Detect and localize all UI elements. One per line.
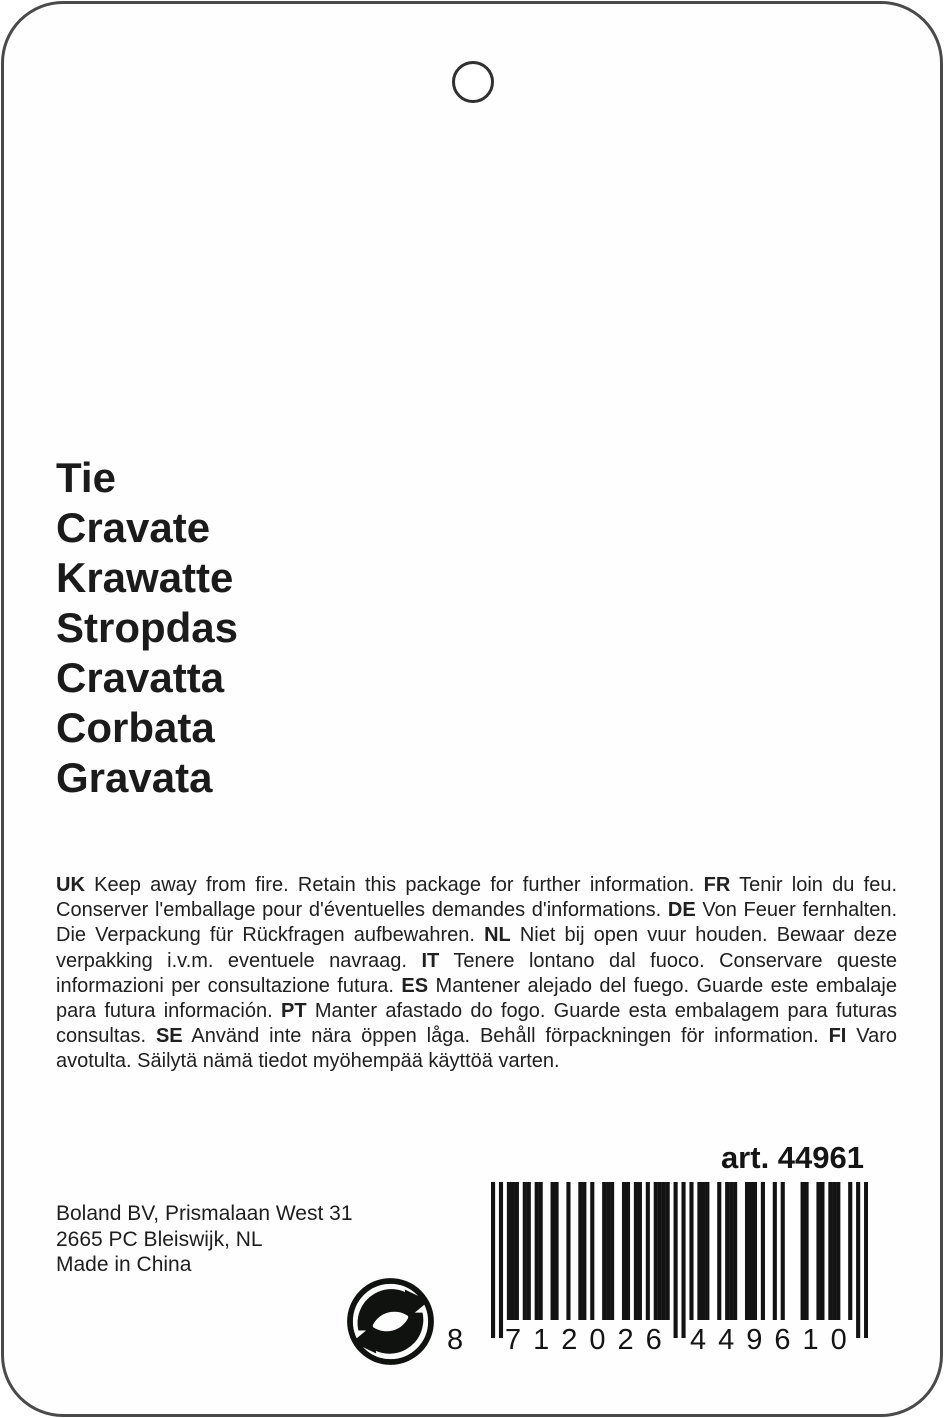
product-name: Gravata: [56, 754, 213, 801]
barcode-digit-first: 8: [447, 1324, 464, 1356]
lang-code: FR: [703, 874, 731, 896]
lang-code: FI: [828, 1025, 847, 1048]
manufacturer-line: 2665 PC Bleiswijk, NL: [56, 1227, 263, 1251]
article-number: art. 44961: [720, 1140, 864, 1175]
barcode-digits-left: 712026: [505, 1324, 674, 1356]
hang-tag-card: [1, 1, 943, 1417]
product-name: Cravatta: [56, 654, 225, 701]
product-name: Cravate: [56, 504, 211, 551]
product-name: Tie: [56, 454, 116, 501]
product-name: Stropdas: [56, 604, 239, 651]
lang-code: SE: [155, 1025, 183, 1048]
product-name: Krawatte: [56, 554, 234, 601]
product-name: Corbata: [56, 704, 215, 751]
lang-code: DE: [667, 899, 696, 922]
lang-code: NL: [484, 924, 511, 947]
lang-code: IT: [421, 949, 440, 972]
green-dot-recycling-icon: [346, 1277, 435, 1366]
hang-hole: [452, 61, 494, 103]
lang-code: UK: [56, 874, 85, 896]
product-name-list: [56, 453, 238, 803]
barcode-digits-right: 449610: [690, 1324, 859, 1356]
safety-warning-text: UK Keep away from fire. Retain this package for further information. FR Tenir loin du feu. Conserver l'emballage pour d'éventuelles demandes d'informations. DE Von Feuer fernhalten. Die Verpackung für Rückfragen aufbewahren. NL Niet bij open vuur houden. Bewaar deze verpakking i.v.m. eventuele navraag. IT Tenere lontano dal fuoco. Conservare queste informazioni per consultazione futura. ES Mantener alejado del fuego. Guarde este embalaje para futura información. PT Manter afastado do fogo. Guarde esta embalagem para futuras consultas. SE Använd inte nära öppen låga. Behåll förpackningen för information. FI Varo avotulta. Säilytä nämä tiedot myöhempää käyttöä varten.: [56, 874, 898, 1073]
ean13-barcode: [491, 1182, 868, 1340]
manufacturer-line: Made in China: [56, 1253, 192, 1276]
lang-code: PT: [280, 1000, 307, 1023]
lang-code: ES: [401, 974, 429, 997]
manufacturer-line: Boland BV, Prismalaan West 31: [56, 1202, 353, 1225]
manufacturer-address: [56, 1201, 353, 1278]
